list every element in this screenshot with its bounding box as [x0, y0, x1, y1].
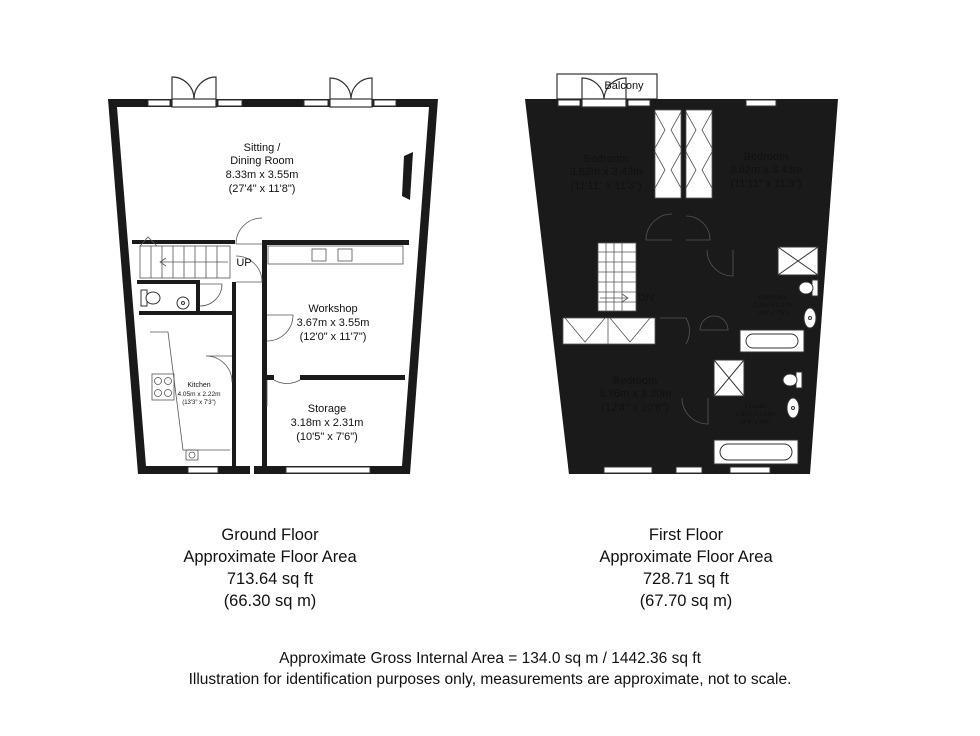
chimney-breast: [402, 152, 413, 200]
room-name: Bedroom: [583, 153, 629, 165]
room-dimensions-metric: 3.18m x 2.31m: [290, 417, 364, 429]
window: [148, 100, 170, 106]
stair-up-label: UP: [236, 257, 252, 269]
room-label-sitting-dining: [226, 142, 299, 195]
floor-area-sqm: (67.70 sq m): [639, 592, 733, 610]
window: [188, 467, 218, 473]
french-doors: [172, 77, 216, 107]
gross-internal-area: Approximate Gross Internal Area = 134.0 sq m / 1442.36 sq ft: [279, 650, 701, 667]
stair-down-label: DN: [638, 292, 654, 304]
window: [286, 467, 370, 473]
window: [628, 100, 650, 106]
ground-floor-caption: [150, 524, 390, 612]
window: [604, 467, 652, 473]
room-name: Dining Room: [230, 155, 294, 167]
internal-wall: [681, 107, 686, 242]
internal-wall: [132, 240, 235, 244]
room-label-storage: [291, 403, 364, 443]
room-dimensions-imperial: (9'9" x 7'5"): [757, 311, 789, 317]
footer-notes: [0, 648, 980, 690]
wardrobe: [563, 318, 655, 344]
door-swing: [206, 356, 232, 382]
internal-wall: [710, 238, 824, 243]
room-label-workshop: [297, 303, 370, 343]
staircase: [598, 243, 636, 311]
floor-name: Ground Floor: [221, 526, 319, 544]
internal-wall: [708, 358, 713, 466]
window: [746, 100, 776, 106]
room-name: Bedroom: [743, 151, 789, 163]
room-name: Kitchen: [187, 382, 211, 389]
first-floor-plan: [525, 74, 838, 474]
wardrobe: [655, 110, 681, 198]
room-dimensions-imperial: (12'4" x 10'6"): [601, 402, 669, 414]
room-dimensions-imperial: (12'0" x 11'7"): [299, 331, 367, 343]
basin: [787, 398, 799, 418]
room-name: Sitting /: [243, 142, 281, 154]
floor-area-sqft: 728.71 sq ft: [642, 570, 730, 588]
floor-area-label: Approximate Floor Area: [183, 548, 357, 566]
room-dimensions-metric: 3.62m x 3.43m: [569, 166, 643, 178]
wardrobe: [686, 110, 712, 198]
ground-floor-plan: [108, 77, 438, 474]
basin: [177, 297, 189, 309]
window: [558, 100, 580, 106]
room-dimensions-imperial: (10'5" x 7'6"): [296, 431, 358, 443]
room-dimensions-imperial: (11'11" x 11'3"): [730, 178, 802, 190]
room-dimensions-metric: 4.05m x 2.22m: [177, 391, 221, 398]
room-dimensions-imperial: (9'4" x 8'4"): [740, 420, 772, 426]
floor-name: First Floor: [648, 526, 724, 544]
door-swing: [200, 284, 222, 306]
internal-wall: [686, 318, 690, 358]
worktop: [268, 246, 403, 264]
room-dimensions-metric: 3.62m x 3.43m: [729, 164, 803, 176]
internal-wall: [548, 238, 646, 243]
disclaimer: Illustration for identification purposes only, measurements are approximate, not to scale.: [188, 671, 792, 688]
internal-wall: [232, 282, 236, 474]
internal-wall: [262, 375, 274, 380]
room-dimensions-metric: 3.67m x 3.55m: [296, 317, 370, 329]
room-dimensions-metric: 3.76m x 3.20m: [598, 388, 672, 400]
floor-area-sqm: (66.30 sq m): [223, 592, 317, 610]
window: [218, 100, 242, 106]
room-label-kitchen: [178, 382, 221, 406]
room-dimensions-metric: 8.33m x 3.55m: [225, 169, 299, 181]
room-dimensions-imperial: (11'11" x 11'3"): [570, 180, 642, 192]
internal-wall: [695, 353, 808, 358]
room-dimensions-imperial: (27'4" x 11'8"): [228, 183, 296, 195]
door-swing: [267, 315, 293, 341]
french-doors: [330, 78, 372, 107]
internal-wall: [196, 280, 200, 315]
floor-area-sqft: 713.64 sq ft: [226, 570, 314, 588]
room-dimensions-metric: 2.99m x 2.27m: [753, 303, 793, 309]
internal-wall: [139, 311, 236, 315]
room-name: Storage: [307, 403, 347, 415]
window: [304, 100, 328, 106]
internal-wall: [137, 280, 200, 284]
internal-wall: [300, 375, 405, 380]
room-name: Workshop: [308, 303, 358, 315]
room-name: Ensuite: [745, 403, 767, 410]
room-name: Bathroom: [758, 294, 788, 301]
floor-area-label: Approximate Floor Area: [599, 548, 773, 566]
internal-wall: [556, 313, 660, 318]
room-label-bathroom: [753, 294, 793, 317]
window: [676, 467, 702, 473]
internal-wall: [264, 240, 409, 245]
internal-wall: [262, 240, 267, 474]
door-swing: [236, 218, 262, 244]
room-name-balcony: Balcony: [604, 80, 644, 92]
window: [730, 467, 770, 473]
room-dimensions-metric: 2.87m x 2.56m: [736, 412, 776, 418]
bath: [714, 440, 798, 464]
window: [374, 100, 396, 106]
first-floor-caption: [566, 524, 806, 612]
basin: [804, 308, 816, 328]
room-name: Bedroom: [612, 375, 658, 387]
internal-wall: [733, 243, 738, 357]
room-dimensions-imperial: (13'3" x 7'3"): [182, 400, 216, 406]
shower-tray: [714, 360, 744, 396]
door-swing: [267, 380, 300, 406]
toilet: [141, 290, 160, 306]
shower-tray: [778, 247, 818, 275]
bath: [740, 330, 804, 352]
